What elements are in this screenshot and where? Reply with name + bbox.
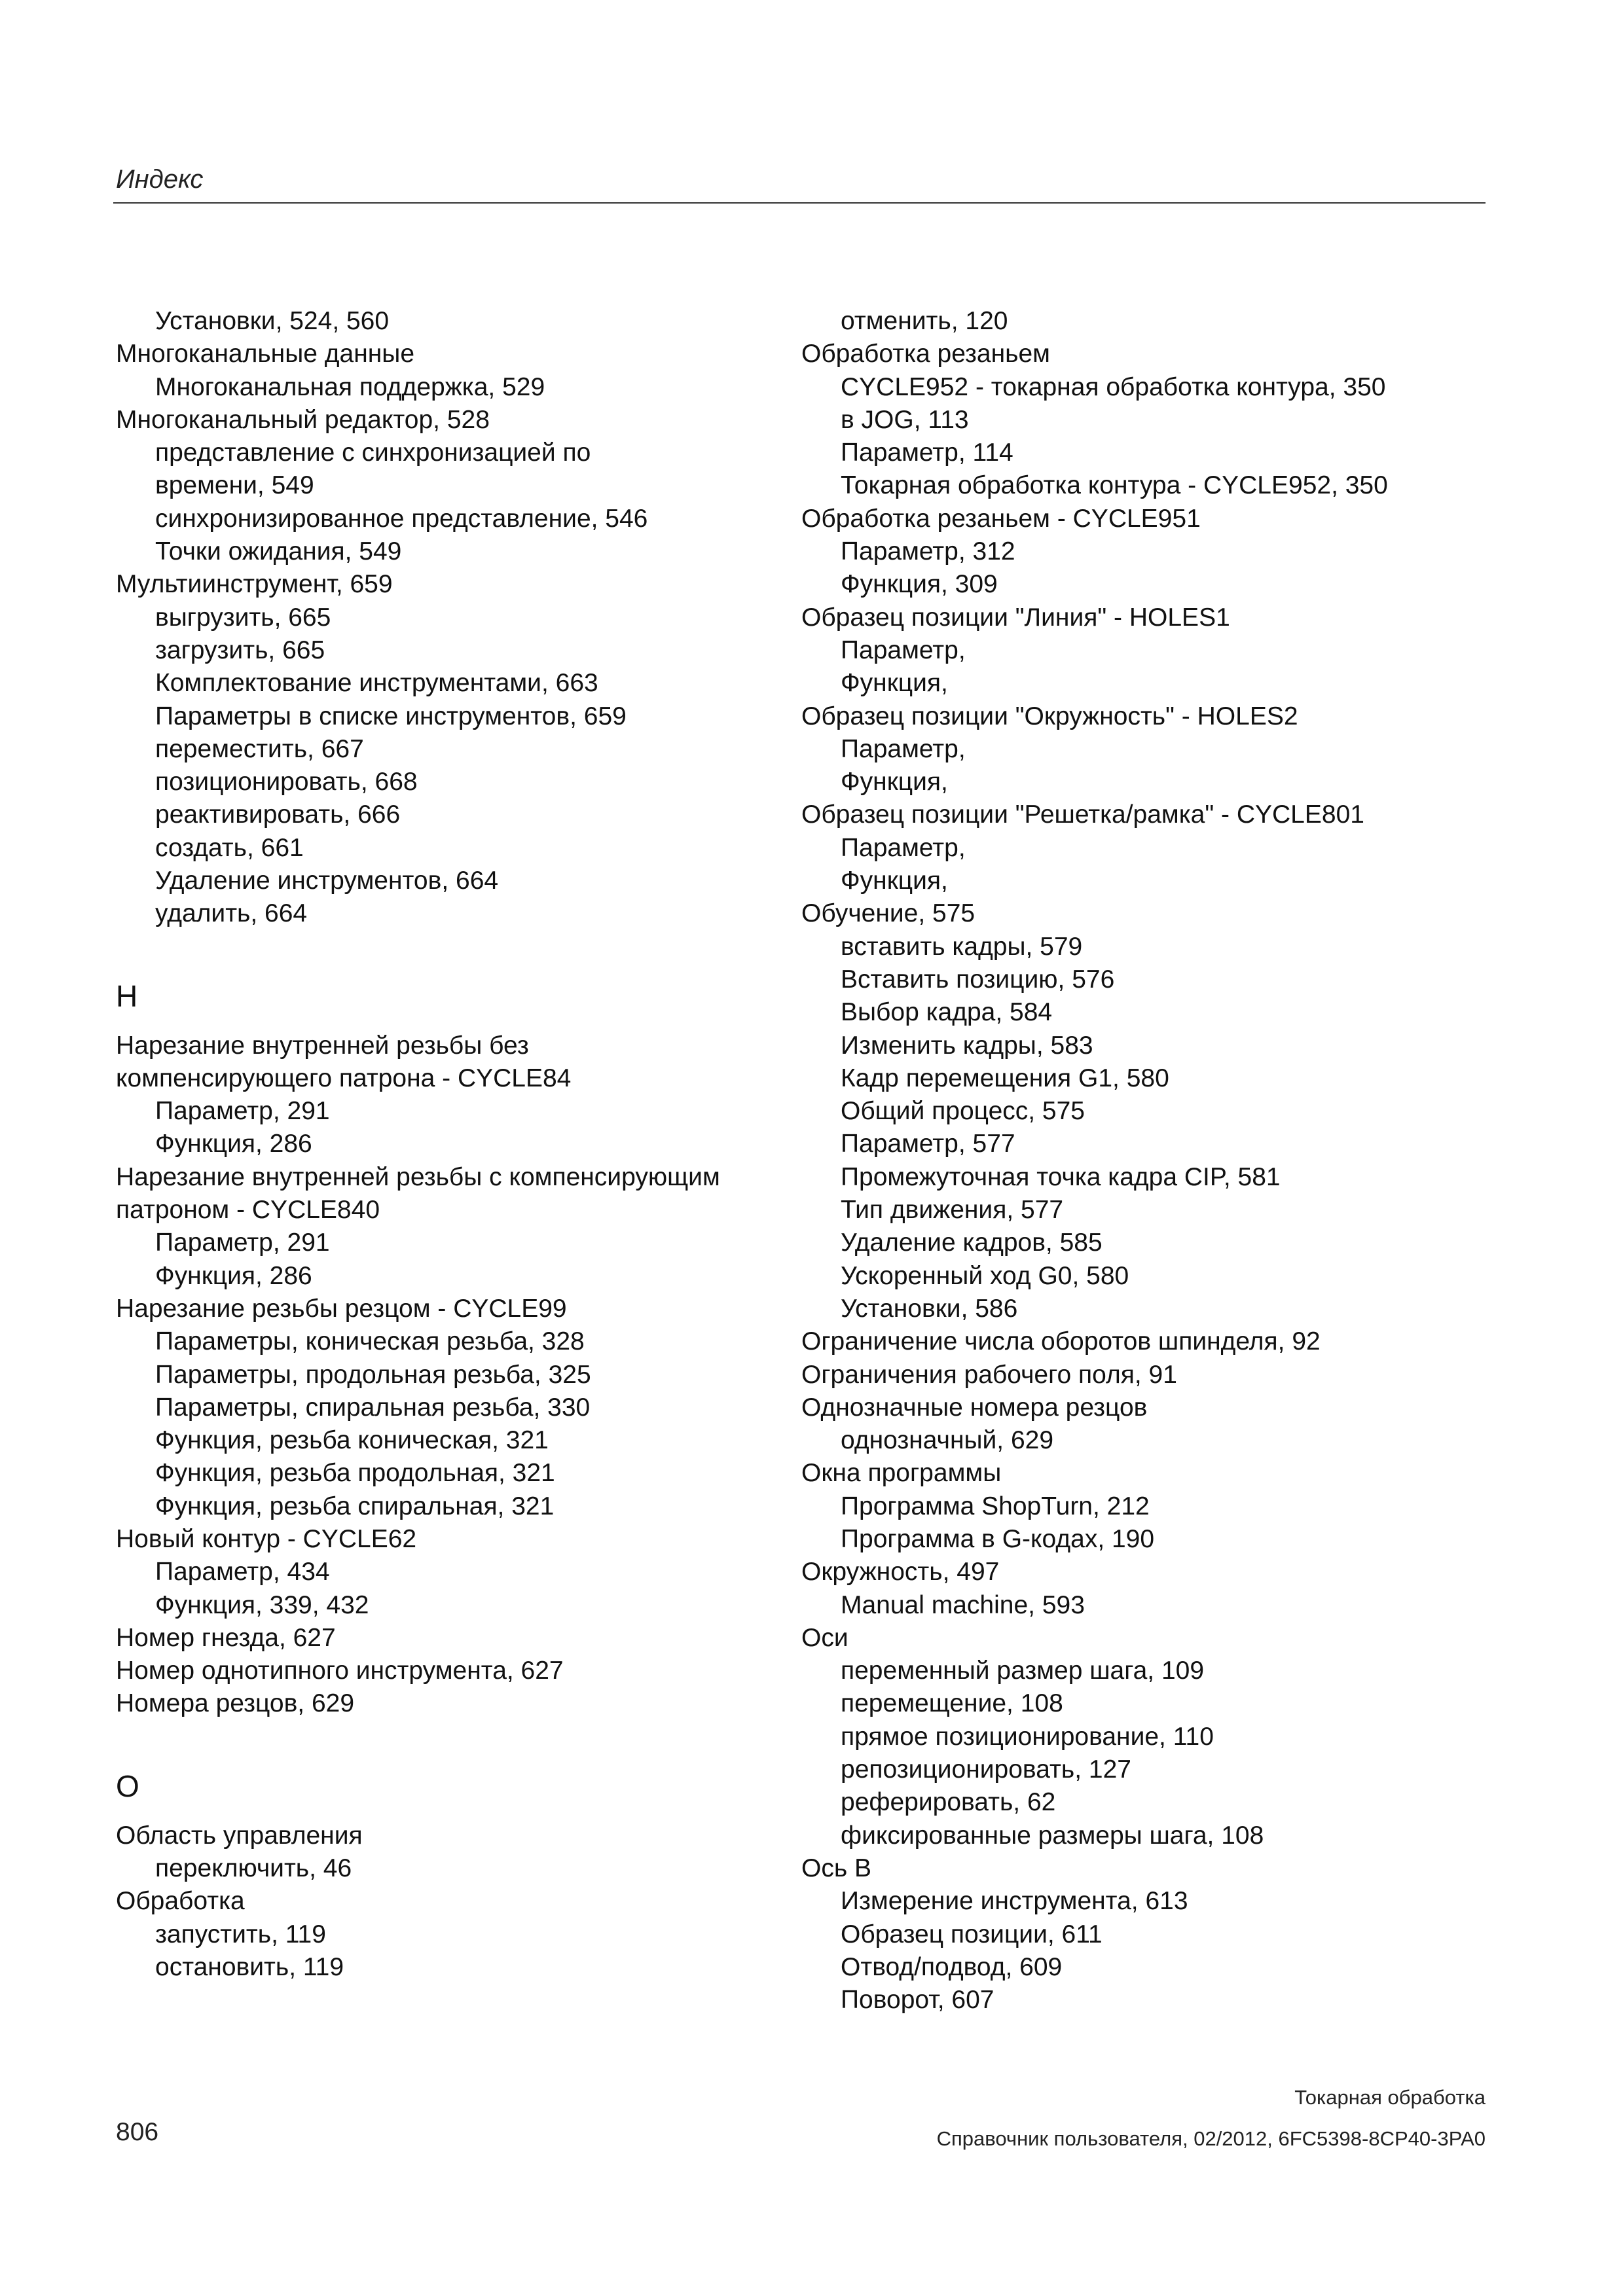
- index-subentry: Функция,: [841, 768, 948, 797]
- index-entry: Однозначные номера резцов: [801, 1393, 1148, 1422]
- index-subentry: в JOG, 113: [841, 405, 969, 434]
- index-subentry: репозиционировать, 127: [841, 1755, 1131, 1784]
- section-letter-heading: О: [116, 1769, 139, 1804]
- index-entry: Номер однотипного инструмента, 627: [116, 1657, 564, 1685]
- index-subentry: Установки, 586: [841, 1294, 1018, 1323]
- index-subentry: перемещение, 108: [841, 1689, 1063, 1718]
- section-spacer: [116, 931, 803, 963]
- index-entry: Образец позиции "Решетка/рамка" - CYCLE801: [801, 800, 1364, 829]
- index-entry: Нарезание резьбы резцом - CYCLE99: [116, 1294, 567, 1323]
- index-subentry: Удаление инструментов, 664: [155, 867, 499, 895]
- index-entry: Мультиинструмент, 659: [116, 570, 393, 599]
- index-subentry: времени, 549: [155, 471, 314, 500]
- index-subentry: Функция, 339, 432: [155, 1590, 369, 1619]
- index-subentry: Точки ожидания, 549: [155, 537, 402, 566]
- index-subentry: Параметр, 312: [841, 537, 1015, 566]
- index-subentry: Параметры, продольная резьба, 325: [155, 1360, 591, 1389]
- index-entry: Обработка резаньем: [801, 340, 1050, 368]
- index-subentry: Параметр, 434: [155, 1558, 330, 1587]
- index-entry: Окна программы: [801, 1459, 1002, 1488]
- index-subentry: Удаление кадров, 585: [841, 1229, 1103, 1257]
- index-subentry: Токарная обработка контура - CYCLE952, 350: [841, 471, 1388, 500]
- index-entry: Обработка: [116, 1887, 245, 1916]
- index-subentry: удалить, 664: [155, 899, 308, 928]
- index-entry: Многоканальные данные: [116, 340, 415, 368]
- index-subentry: Функция, резьба спиральная, 321: [155, 1492, 555, 1520]
- index-subentry: переменный размер шага, 109: [841, 1657, 1205, 1685]
- index-subentry: представление с синхронизацией по: [155, 439, 591, 467]
- index-subentry: остановить, 119: [155, 1952, 344, 1981]
- index-subentry: Программа ShopTurn, 212: [841, 1492, 1150, 1520]
- index-subentry: Параметр,: [841, 734, 966, 763]
- index-subentry: Изменить кадры, 583: [841, 1031, 1093, 1060]
- index-subentry: вставить кадры, 579: [841, 932, 1083, 961]
- index-entry: Обработка резаньем - CYCLE951: [801, 504, 1201, 533]
- index-column-left: [116, 305, 803, 1984]
- index-entry: Нарезание внутренней резьбы с компенсирующим: [116, 1162, 720, 1191]
- index-subentry: Функция, 286: [155, 1130, 312, 1158]
- index-subentry: реферировать, 62: [841, 1788, 1056, 1817]
- index-subentry: Программа в G-кодах, 190: [841, 1524, 1155, 1553]
- index-subentry: Параметр,: [841, 833, 966, 862]
- index-column-right: [801, 305, 1489, 2017]
- index-entry: Ось B: [801, 1854, 872, 1882]
- index-subentry: запустить, 119: [155, 1920, 326, 1948]
- index-subentry: Параметры, коническая резьба, 328: [155, 1327, 585, 1356]
- index-entry: компенсирующего патрона - CYCLE84: [116, 1064, 572, 1092]
- index-entry: Ограничения рабочего поля, 91: [801, 1360, 1177, 1389]
- index-entry: Окружность, 497: [801, 1558, 1000, 1587]
- index-subentry: загрузить, 665: [155, 636, 325, 664]
- index-subentry: Ускоренный ход G0, 580: [841, 1261, 1129, 1290]
- index-subentry: создать, 661: [155, 833, 304, 862]
- section-spacer: [116, 1721, 803, 1753]
- index-entry: Образец позиции "Линия" - HOLES1: [801, 603, 1230, 632]
- index-subentry: синхронизированное представление, 546: [155, 504, 648, 533]
- running-header: Индекс: [116, 165, 204, 194]
- index-subentry: Тип движения, 577: [841, 1196, 1064, 1225]
- index-subentry: переместить, 667: [155, 734, 364, 763]
- index-entry: Оси: [801, 1623, 848, 1652]
- index-subentry: Функция, 286: [155, 1261, 312, 1290]
- index-subentry: Параметр, 291: [155, 1097, 330, 1126]
- index-subentry: Параметры, спиральная резьба, 330: [155, 1393, 591, 1422]
- index-subentry: Поворот, 607: [841, 1986, 994, 2015]
- index-subentry: Параметр, 291: [155, 1229, 330, 1257]
- index-subentry: выгрузить, 665: [155, 603, 331, 632]
- index-subentry: переключить, 46: [155, 1854, 352, 1882]
- index-subentry: Manual machine, 593: [841, 1590, 1085, 1619]
- index-entry: Номера резцов, 629: [116, 1689, 355, 1718]
- footer-doc-ref: Справочник пользователя, 02/2012, 6FC5398-8CP40-3PA0: [936, 2127, 1486, 2150]
- index-entry: Многоканальный редактор, 528: [116, 405, 490, 434]
- index-subentry: Функция,: [841, 669, 948, 698]
- index-subentry: Отвод/подвод, 609: [841, 1952, 1063, 1981]
- index-entry: Область управления: [116, 1821, 363, 1850]
- index-entry: Нарезание внутренней резьбы без: [116, 1031, 529, 1060]
- index-subentry: Параметры в списке инструментов, 659: [155, 702, 627, 730]
- footer-doc-title: Токарная обработка: [1294, 2086, 1486, 2109]
- index-subentry: Комплектование инструментами, 663: [155, 669, 598, 698]
- index-entry: патроном - CYCLE840: [116, 1196, 380, 1225]
- page-number: 806: [116, 2118, 159, 2146]
- index-subentry: Функция,: [841, 867, 948, 895]
- index-subentry: Промежуточная точка кадра CIP, 581: [841, 1162, 1281, 1191]
- index-subentry: Функция, резьба коническая, 321: [155, 1426, 549, 1455]
- index-subentry: Функция, 309: [841, 570, 998, 599]
- index-entry: Номер гнезда, 627: [116, 1623, 336, 1652]
- index-subentry: Параметр,: [841, 636, 966, 664]
- index-entry: Новый контур - CYCLE62: [116, 1524, 417, 1553]
- index-subentry: Выбор кадра, 584: [841, 998, 1053, 1027]
- index-subentry: прямое позиционирование, 110: [841, 1722, 1214, 1751]
- index-subentry: Многоканальная поддержка, 529: [155, 372, 545, 401]
- index-subentry: позиционировать, 668: [155, 768, 418, 797]
- index-entry: Образец позиции "Окружность" - HOLES2: [801, 702, 1298, 730]
- index-subentry: Параметр, 577: [841, 1130, 1015, 1158]
- index-subentry: Общий процесс, 575: [841, 1097, 1085, 1126]
- index-subentry: Образец позиции, 611: [841, 1920, 1103, 1948]
- index-subentry: Вставить позицию, 576: [841, 965, 1115, 994]
- index-subentry: Измерение инструмента, 613: [841, 1887, 1188, 1916]
- index-subentry: Кадр перемещения G1, 580: [841, 1064, 1169, 1092]
- header-rule: [113, 202, 1486, 204]
- index-entry: Обучение, 575: [801, 899, 976, 928]
- index-subentry: Функция, резьба продольная, 321: [155, 1459, 555, 1488]
- index-subentry: однозначный, 629: [841, 1426, 1054, 1455]
- index-subentry: отменить, 120: [841, 307, 1008, 335]
- section-letter-heading: Н: [116, 978, 138, 1013]
- index-subentry: реактивировать, 666: [155, 800, 401, 829]
- index-entry: Ограничение числа оборотов шпинделя, 92: [801, 1327, 1321, 1356]
- index-subentry: фиксированные размеры шага, 108: [841, 1821, 1264, 1850]
- index-subentry: CYCLE952 - токарная обработка контура, 350: [841, 372, 1386, 401]
- index-subentry: Параметр, 114: [841, 439, 1013, 467]
- index-subentry: Установки, 524, 560: [155, 307, 390, 335]
